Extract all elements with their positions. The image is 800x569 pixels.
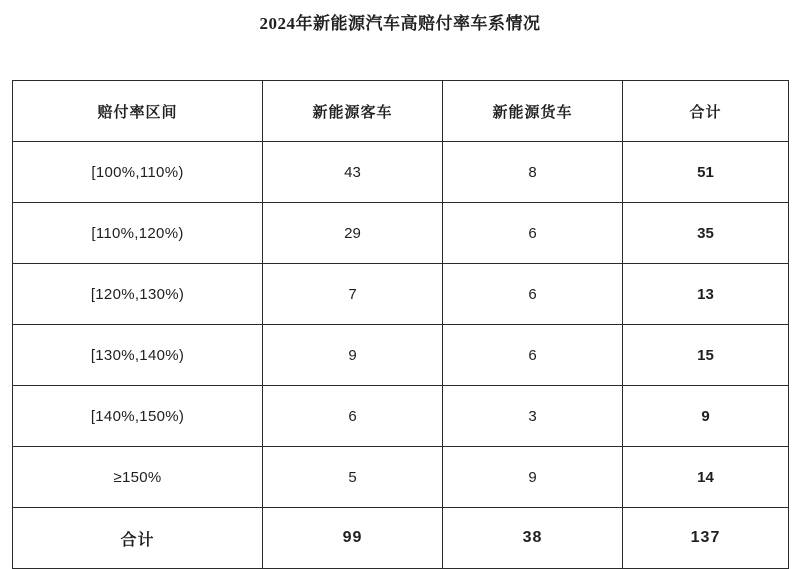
table-row [13,447,789,508]
cell-total-label: 合计 [13,508,263,569]
cell-total-passenger: 99 [263,508,443,569]
cell-passenger: 7 [263,264,443,325]
table-row [13,264,789,325]
column-header-passenger: 新能源客车 [263,81,443,142]
cell-passenger: 43 [263,142,443,203]
cell-passenger: 6 [263,386,443,447]
cell-freight: 3 [443,386,623,447]
table-container [12,80,788,569]
cell-passenger: 9 [263,325,443,386]
column-header-range: 赔付率区间 [13,81,263,142]
column-header-freight: 新能源货车 [443,81,623,142]
table-row [13,325,789,386]
cell-range: [110%,120%) [13,203,263,264]
table-row [13,203,789,264]
cell-total: 51 [623,142,789,203]
table-total-row [13,508,789,569]
cell-range: [100%,110%) [13,142,263,203]
column-header-total: 合计 [623,81,789,142]
table-header-row [13,81,789,142]
page-title: 2024年新能源汽车高赔付率车系情况 [259,14,541,33]
cell-total: 35 [623,203,789,264]
cell-freight: 6 [443,264,623,325]
cell-total-all: 137 [623,508,789,569]
cell-range: [120%,130%) [13,264,263,325]
table-header [13,81,789,142]
cell-total: 14 [623,447,789,508]
cell-range: ≥150% [13,447,263,508]
cell-total: 9 [623,386,789,447]
cell-freight: 8 [443,142,623,203]
cell-freight: 6 [443,325,623,386]
cell-range: [140%,150%) [13,386,263,447]
table-row [13,386,789,447]
cell-total: 13 [623,264,789,325]
cell-total: 15 [623,325,789,386]
cell-passenger: 5 [263,447,443,508]
cell-freight: 9 [443,447,623,508]
claims-ratio-table [12,80,789,569]
table-row [13,142,789,203]
table-body [13,142,789,569]
cell-range: [130%,140%) [13,325,263,386]
cell-passenger: 29 [263,203,443,264]
cell-freight: 6 [443,203,623,264]
cell-total-freight: 38 [443,508,623,569]
